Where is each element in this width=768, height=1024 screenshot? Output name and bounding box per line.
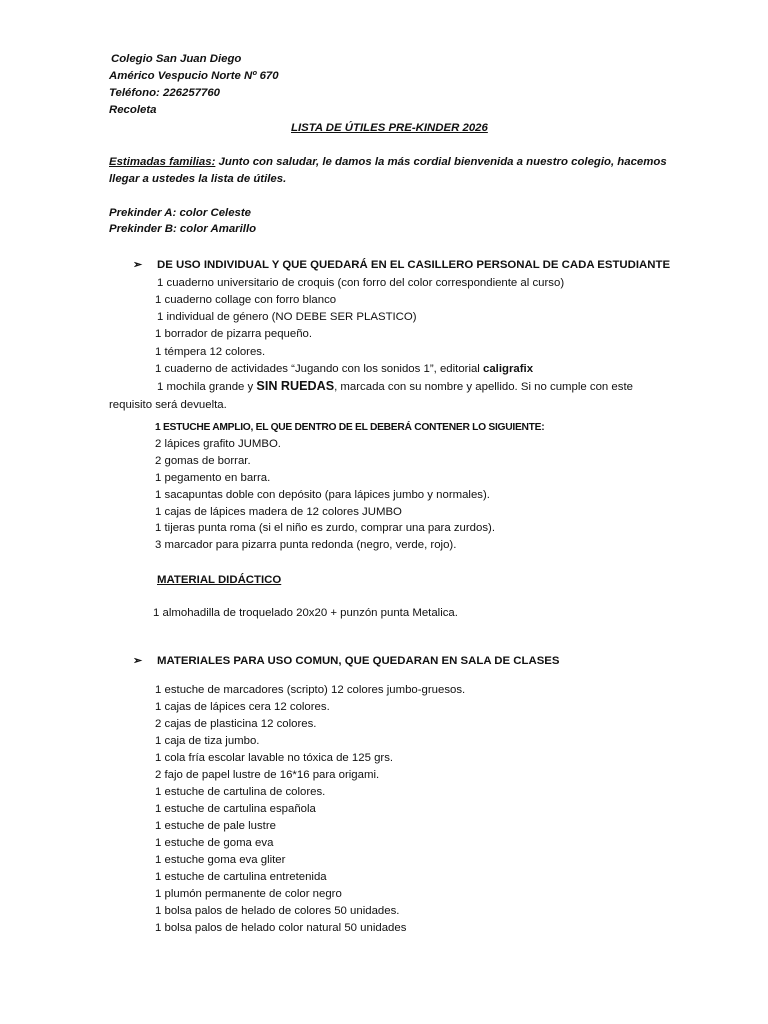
list-item: 1 estuche de cartulina entretenida [155,871,327,883]
list-item: 1 tijeras punta roma (si el niño es zurdo, comprar una para zurdos). [155,522,495,534]
list-item: 1 cajas de lápices cera 12 colores. [155,701,330,713]
list-item: 1 estuche de cartulina española [155,803,316,815]
didactic-item: 1 almohadilla de troquelado 20x20 + punzón punta Metalica. [153,607,458,619]
list-item: 1 sacapuntas doble con depósito (para lápices jumbo y normales). [155,489,490,501]
list-item: 1 cola fría escolar lavable no tóxica de 125 grs. [155,752,394,764]
school-phone: Teléfono: 226257760 [109,87,221,99]
activities-text: 1 cuaderno de actividades “Jugando con los sonidos 1”, editorial [155,363,484,375]
didactic-heading: MATERIAL DIDÁCTICO [157,574,282,586]
list-item: 1 individual de género (NO DEBE SER PLASTICO) [157,311,417,323]
backpack-continuation: requisito será devuelta. [109,399,227,411]
backpack-suffix: , marcada con su nombre y apellido. Si no cumple con este [334,381,633,393]
list-item: 3 marcador para pizarra punta redonda (negro, verde, rojo). [155,539,457,551]
list-item: 1 cuaderno universitario de croquis (con forro del color correspondiente al curso) [157,277,565,289]
list-item: 1 borrador de pizarra pequeño. [155,328,313,340]
list-item: 2 fajo de papel lustre de 16*16 para origami. [155,769,380,781]
backpack-text: 1 mochila grande y [157,381,257,393]
bullet-arrow-icon: ➢ [133,259,143,271]
school-name: Colegio San Juan Diego [111,53,242,65]
list-item-backpack [157,379,633,394]
prekinder-a-color: Prekinder A: color Celeste [109,207,252,219]
list-item: 2 cajas de plasticina 12 colores. [155,718,317,730]
intro-greeting: Estimadas familias: [109,156,216,168]
list-item: 1 estuche goma eva gliter [155,854,286,866]
list-item: 1 pegamento en barra. [155,472,271,484]
list-item-activities [155,362,533,376]
activities-publisher: caligrafix [483,363,534,375]
list-item: 2 lápices grafito JUMBO. [155,438,281,450]
intro-text: Junto con saludar, le damos la más cordial bienvenida a nuestro colegio, hacemos [215,156,667,168]
list-item: 1 estuche de cartulina de colores. [155,786,326,798]
list-item: 1 estuche de pale lustre [155,820,276,832]
school-commune: Recoleta [109,104,157,116]
list-item: 1 bolsa palos de helado de colores 50 unidades. [155,905,400,917]
section-common-heading: MATERIALES PARA USO COMUN, QUE QUEDARAN EN SALA DE CLASES [157,655,560,667]
list-item: 1 témpera 12 colores. [155,346,266,358]
list-item: 2 gomas de borrar. [155,455,251,467]
pencil-case-heading: 1 ESTUCHE AMPLIO, EL QUE DENTRO DE EL DEBERÁ CONTENER LO SIGUIENTE: [155,422,545,433]
list-item: 1 estuche de goma eva [155,837,274,849]
list-item: 1 bolsa palos de helado color natural 50 unidades [155,922,407,934]
list-item: 1 plumón permanente de color negro [155,888,342,900]
section-individual-heading: DE USO INDIVIDUAL Y QUE QUEDARÁ EN EL CASILLERO PERSONAL DE CADA ESTUDIANTE [157,259,671,271]
prekinder-b-color: Prekinder B: color Amarillo [109,223,257,235]
list-item: 1 estuche de marcadores (scripto) 12 colores jumbo-gruesos. [155,684,466,696]
list-item: 1 cajas de lápices madera de 12 colores JUMBO [155,506,402,518]
list-item: 1 caja de tiza jumbo. [155,735,260,747]
backpack-emphasis: SIN RUEDAS [256,379,335,393]
document-title: LISTA DE ÚTILES PRE-KINDER 2026 [291,122,488,134]
school-address: Américo Vespucio Norte Nº 670 [109,70,279,82]
bullet-arrow-icon: ➢ [133,655,143,667]
list-item: 1 cuaderno collage con forro blanco [155,294,337,306]
intro-line-1 [109,155,667,169]
intro-line-2: llegar a ustedes la lista de útiles. [109,173,287,185]
